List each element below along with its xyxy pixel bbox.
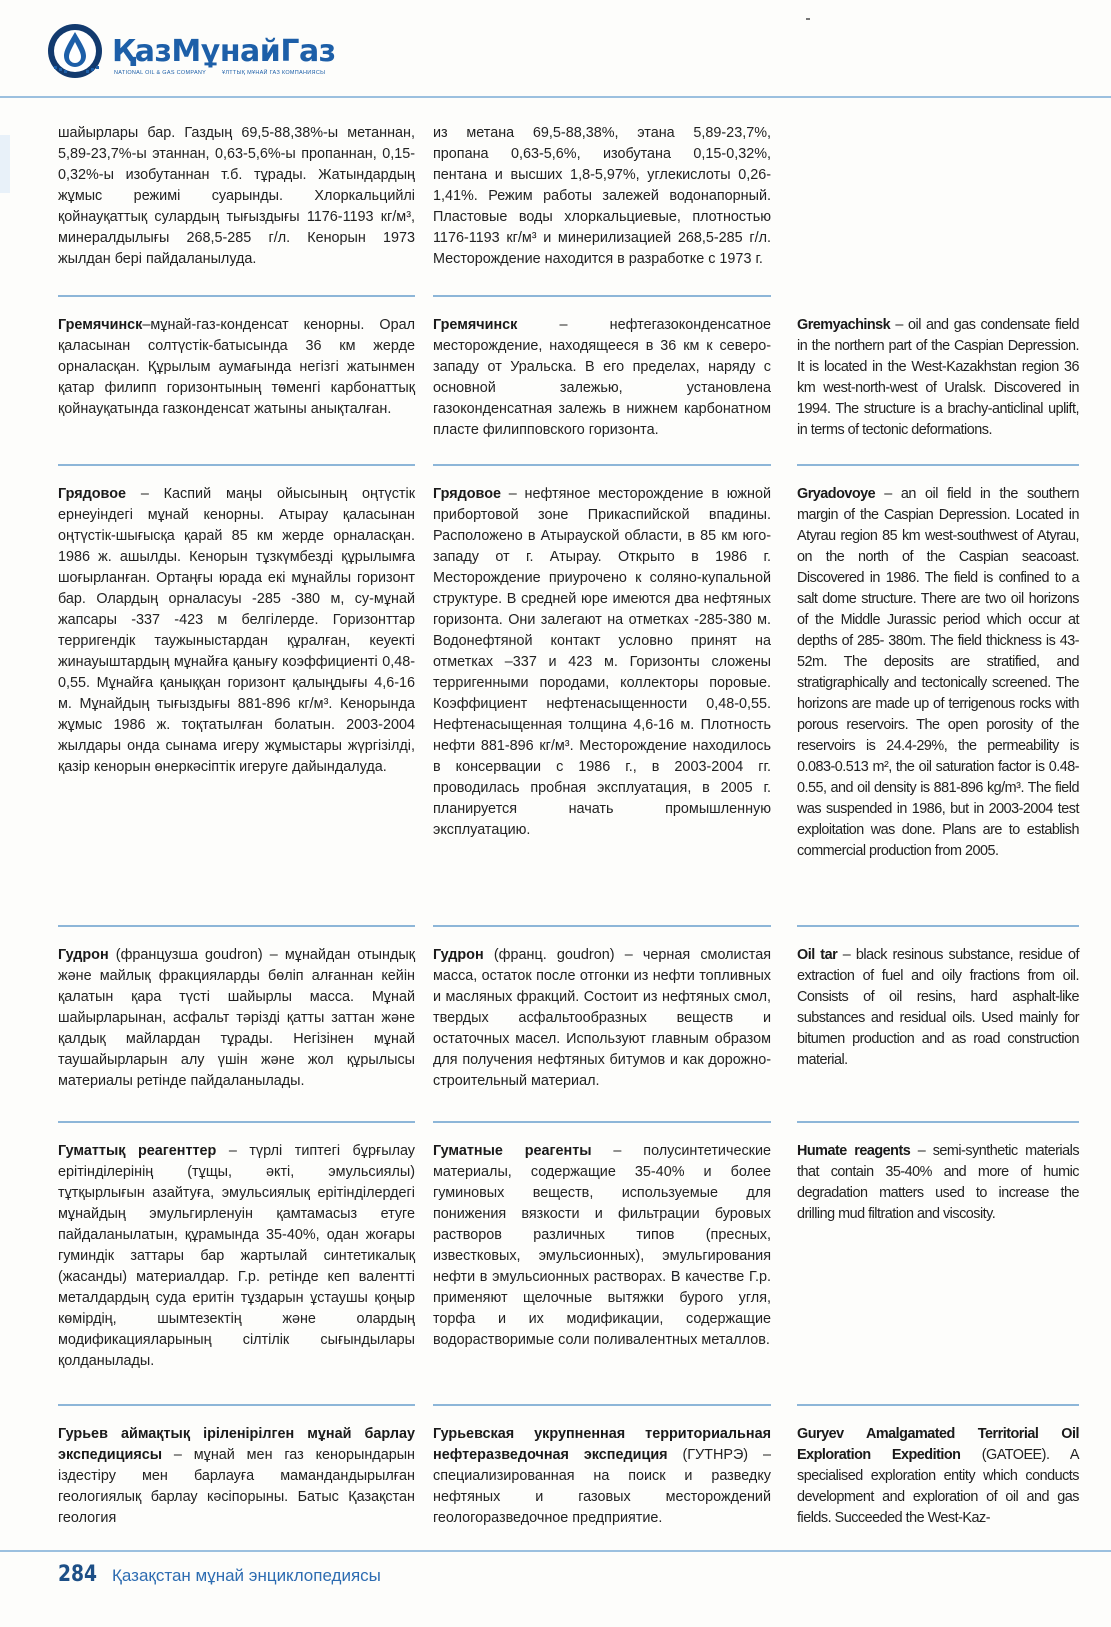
- entry-divider: [797, 1404, 1079, 1406]
- entry-text: – semi-synthetic materials that contain 35-40% and more of humic degradation matters used to increase the drilling mud filtration and viscosity.: [797, 1143, 1080, 1222]
- entry-guryev-kz: [58, 1424, 415, 1529]
- entry-term: Грядовое: [433, 486, 501, 502]
- entry-divider: [433, 464, 771, 466]
- entry-text: – түрлі типтегі бұрғылау ерітінділерінің (тұщы, әкті, эмульсиялы) тұтқырлығын азайтуға, эмульсиялық ерітінділердегі мұнайдың эмульгирленуін қамтамасыз етуге пайдаланылатын, құрамында 35-40%, одан жоғары гуминдік заттары бар жартылай синтетикалық (жасанды) материалдар. Г.р. ретінде кеп валентті металдардың суда еритін тұздарын ұстаушы қоңыр көмірдің, шымтезектің және олардың модификацияларының сілтілік сығындылары қолданылады.: [58, 1143, 415, 1369]
- entry-divider: [58, 464, 415, 466]
- entry-term: Gremyachinsk: [797, 317, 891, 333]
- entry-text: – нефтяное месторождение в южной прибортовой зоне Прикаспийской впадины. Расположено в Атырауской области, в 85 км юго-западу от г. Атырау. Открыто в 1986 г. Месторождение приурочено к соляно-купальной структуре. В средней юре имеются два нефтяных горизонта. Они залегают на отметках -285-380 м. Водонефтяной контакт условно принят на отметках –337 и 423 м. Горизонты сложены терригенными породами, коллекторы поровые. Коэффициент нефтенасыщенности 0,48-0,55. Нефтенасыщенная толщина 4,6-16 м. Плотность нефти 881-896 кг/м³. Месторождение находилось в консервации с 1986 г., в 2003-2004 гг. проводилась пробная эксплуатация, в 2005 г. планируется начать промышленную эксплуатацию.: [433, 486, 771, 838]
- entry-term: Гудрон: [58, 947, 109, 963]
- entry-oil-tar-en: [797, 945, 1079, 1071]
- kazmunaigas-logo-icon: [46, 22, 104, 80]
- entry-divider: [58, 925, 415, 927]
- entry-text: – Каспий маңы ойысының оңтүстік ернеуіндегі мұнай кенорны. Атырау қаласынан оңтүстік-шығысқа қарай 85 км жерде орналасқан. 1986 ж. ашылды. Кенорын тұзкүмбезді құрылымға шоғырланған. Ортаңғы юрада екі мұнайлы горизонт бар. Олардың орналасуы -285 -380 м, су-мұнай жапсары -337 -423 м белгілерде. Горизонттар терригендік таужыныстардан құралған, кеуекті жинауыштардың мұнайға қанығу коэффициенті 0,48-0,55. Мұнайға қаныққан горизонт қалыңдығы 4,6-16 м. Мұнайдың тығыздығы 881-896 кг/м³. Кенорында жұмыс 1986 ж. тоқтатылған болатын. 2003-2004 жылдары онда сынама игеру жұмыстары жүргізілді, қазір кенорын өнеркәсіптік игеруге дайындалуда.: [58, 486, 415, 775]
- entry-continuation-kz: [58, 123, 415, 270]
- entry-gryadovoye-en: [797, 484, 1079, 862]
- brand-subtitle-kz: ҰЛТТЫҚ МҰНАЙ ГАЗ КОМПАНИЯСЫ: [221, 70, 326, 76]
- entry-divider: [433, 295, 771, 297]
- entry-term: Гуматтық реагенттер: [58, 1143, 217, 1159]
- entry-divider: [433, 1404, 771, 1406]
- entry-gremyachinsk-kz: [58, 315, 415, 420]
- entry-humate-reagents-ru: [433, 1141, 771, 1351]
- entry-divider: [58, 295, 415, 297]
- entry-term: Humate reagents: [797, 1143, 911, 1159]
- entry-oil-tar-ru: [433, 945, 771, 1092]
- entry-term: Гремячинск: [58, 317, 143, 333]
- brand-subtitle: [114, 70, 339, 76]
- entry-divider: [433, 925, 771, 927]
- book-title: Қазақстан мұнай энциклопедиясы: [112, 1566, 381, 1585]
- entry-humate-reagents-kz: [58, 1141, 415, 1372]
- entry-text: (франц. goudron) – черная смолистая масса, остаток после отгонки из нефти топливных и масляных фракций. Состоит из нефтяных смол, твердых асфальтообразных веществ и остаточных масел. Используют главным образом для получения нефтяных битумов и как дорожно-строительный материал.: [433, 947, 771, 1089]
- entry-text: из метана 69,5-88,38%, этана 5,89-23,7%, пропана 0,63-5,6%, изобутана 0,15-0,32%, пентана и высших 1,8-5,97%, углекислоты 0,26-1,41%. Режим работы залежей водонапорный. Пластовые воды хлоркальциевые, плотностью 1176-1193 кг/м³ и минерилизацией 268,5-285 г/л. Месторождение находится в разработке с 1973 г.: [433, 125, 771, 267]
- header-divider: [0, 96, 1111, 98]
- entry-term: Грядовое: [58, 486, 126, 502]
- entry-text: – нефтегазоконденсатное месторождение, находящееся в 36 км к северо-западу от Уральска. В его пределах, наряду с основной залежью, установлена газоконденсатная залежь в нижнем карбонатном пласте филипповского горизонта.: [433, 317, 771, 438]
- entry-oil-tar-kz: [58, 945, 415, 1092]
- brand-name: ҚазМұнайГаз: [112, 34, 336, 69]
- entry-term: Гудрон: [433, 947, 484, 963]
- entry-continuation-ru: [433, 123, 771, 270]
- entry-term: Guryev Amalgamated Territorial Oil Exploration Expedition: [797, 1426, 1079, 1463]
- entry-text: шайырлары бар. Газдың 69,5-88,38%-ы метаннан, 5,89-23,7%-ы этаннан, 0,63-5,6%-ы пропаннан, 0,15-0,32%-ы изобутаннан т.б. тұрады. Жатындардың жұмыс режимі суарынды. Хлоркальцийлі қойнауқаттық сулардың тығыздығы 1176-1193 кг/м³, минералдылығы 268,5-285 г/л. Кенорын 1973 жылдан бері пайдаланылуда.: [58, 125, 415, 267]
- entry-text: – an oil field in the southern margin of the Caspian Depression. Located in Atyrau region 85 km west-southwest of Atyrau, on the north of the Caspian seacoast. Discovered in 1986. The field is confined to a salt dome structure. There are two oil horizons of the Middle Jurassic period which occur at depths of 285- 380m. The field thickness is 43-52m. The deposits are stratified, and stratigraphically and tectonically screened. The horizons are made up of terrigenous rocks with porous reservoirs. The open porosity of the reservoirs is 24.4-29%, the permeability is 0.083-0.513 m², the oil saturation factor is 0.48-0.55, and oil density is 881-896 kg/m³. The field was suspended in 1986, but in 2003-2004 test exploitation was done. Plans are to establish commercial production from 2005.: [797, 486, 1079, 859]
- entry-divider: [797, 925, 1079, 927]
- scan-mark: [806, 18, 810, 20]
- side-tab: [0, 135, 10, 193]
- entry-gryadovoye-kz: [58, 484, 415, 778]
- entry-humate-reagents-en: [797, 1141, 1079, 1225]
- page-number: 284: [58, 1562, 98, 1587]
- entry-divider: [797, 464, 1079, 466]
- entry-term: Oil tar: [797, 947, 838, 963]
- entry-text: (французша goudron) – мұнайдан отындық және майлық фракцияларды бөліп алғаннан кейін қалатын қара түсті шайырлы масса. Мұнай шайырларынан, асфальт тәрізді қатты заттан және қалдық майлардан тұрады. Негізінен мұнай таушайырларын алу үшін және жол құрылысы материалы ретінде пайдаланылады.: [58, 947, 415, 1089]
- entry-text: – black resinous substance, residue of extraction of fuel and oily fractions from oil. Consists of oil resins, hard asphalt-like substances and residual oils. Used mainly for bitumen production and as road construction material.: [797, 947, 1080, 1068]
- entry-guryev-ru: [433, 1424, 771, 1529]
- entry-text: – oil and gas condensate field in the northern part of the Caspian Depression. It is located in the West-Kazakhstan region 36 km west-north-west of Uralsk. Discovered in 1994. The structure is a brachy-anticlinal uplift, in terms of tectonic deformations.: [797, 317, 1079, 438]
- entry-divider: [58, 1121, 415, 1123]
- entry-term: Гремячинск: [433, 317, 518, 333]
- brand-subtitle-en: NATIONAL OIL & GAS COMPANY: [114, 70, 207, 76]
- entry-guryev-en: [797, 1424, 1079, 1529]
- entry-text: – мұнай мен газ кенорындарын іздестіру мен барлауға мамандандырылған геологиялық барлау кәсіпорыны. Батыс Қазақстан геология: [58, 1447, 415, 1526]
- entry-gremyachinsk-en: [797, 315, 1079, 441]
- entry-gremyachinsk-ru: [433, 315, 771, 441]
- entry-text: (GATOEE). A specialised exploration entity which conducts development and exploration of oil and gas fields. Succeeded the West-Kaz-: [797, 1447, 1079, 1526]
- entry-divider: [797, 1121, 1079, 1123]
- entry-divider: [58, 1404, 415, 1406]
- entry-term: Гурьевская укрупненная территориальная нефтеразведочная экспедиция: [433, 1426, 771, 1463]
- entry-gryadovoye-ru: [433, 484, 771, 841]
- page-header: [0, 0, 1111, 95]
- entry-divider: [433, 1121, 771, 1123]
- entry-term: Gryadovoye: [797, 486, 876, 502]
- entry-term: Гурьев аймақтық іріленірілген мұнай барлау экспедициясы: [58, 1426, 415, 1463]
- entry-text: (ГУТНРЭ) – специализированная на поиск и разведку нефтяных и газовых месторождений геологоразведочное предприятие.: [433, 1447, 771, 1526]
- entry-term: Гуматные реагенты: [433, 1143, 592, 1159]
- entry-text: –мұнай-газ-конденсат кенорны. Орал қаласынан солтүстік-батысында 36 км жерде орналасқан. Құрылым аумағында негізгі жатынмен қатар филипп горизонтының төменгі карбонаттық қойнауқатында газконденсат жатыны анықталған.: [58, 317, 415, 417]
- footer-divider: [0, 1550, 1111, 1552]
- entry-text: – полусинтетические материалы, содержащие 35-40% и более гуминовых веществ, используемые для понижения вязкости и фильтрации буровых растворов различных типов (пресных, известковых, эмульсионных), эмульгирования нефти в эмульсионных растворах. В качестве Г.р. применяют щелочные вытяжки бурого угля, торфа и их модификации, содержащие водорастворимые соли поливалентных металлов.: [433, 1143, 771, 1348]
